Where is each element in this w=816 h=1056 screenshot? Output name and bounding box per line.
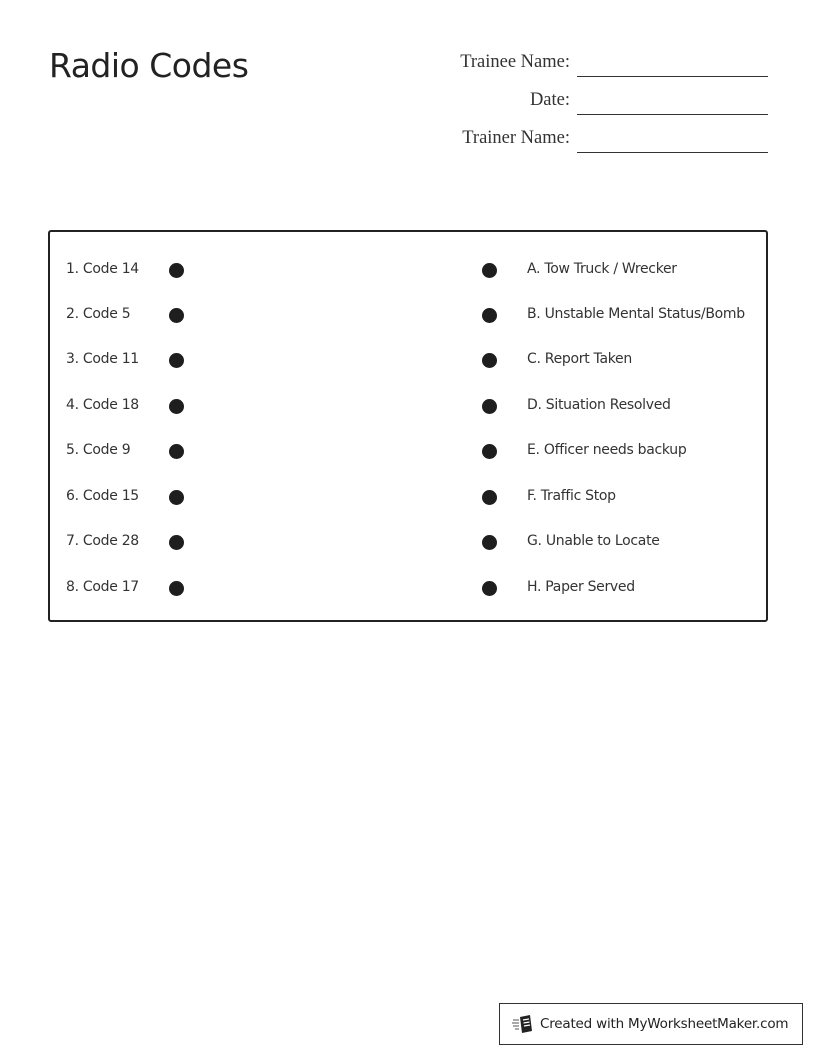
trainee-name-input-line[interactable] [577, 76, 768, 77]
right-connector-dot-icon[interactable] [482, 263, 497, 278]
match-row [50, 488, 766, 508]
match-row [50, 579, 766, 599]
meaning-item: H. Paper Served [527, 579, 635, 595]
footer-credit-text: Created with MyWorksheetMaker.com [540, 1016, 789, 1032]
match-row [50, 261, 766, 281]
trainer-name-field [440, 126, 770, 164]
match-row [50, 442, 766, 462]
meaning-item: G. Unable to Locate [527, 533, 660, 549]
right-connector-dot-icon[interactable] [482, 444, 497, 459]
left-connector-dot-icon[interactable] [169, 399, 184, 414]
trainee-info-fields [440, 50, 770, 164]
footer-credit[interactable] [499, 1003, 803, 1045]
meaning-item: B. Unstable Mental Status/Bomb [527, 306, 745, 322]
meaning-item: A. Tow Truck / Wrecker [527, 261, 677, 277]
code-item: 2. Code 5 [66, 306, 131, 322]
match-row [50, 397, 766, 417]
left-connector-dot-icon[interactable] [169, 263, 184, 278]
left-connector-dot-icon[interactable] [169, 444, 184, 459]
left-connector-dot-icon[interactable] [169, 581, 184, 596]
meaning-item: F. Traffic Stop [527, 488, 616, 504]
date-field [440, 88, 770, 126]
trainer-name-label: Trainer Name: [462, 128, 570, 148]
date-input-line[interactable] [577, 114, 768, 115]
left-connector-dot-icon[interactable] [169, 490, 184, 505]
code-item: 4. Code 18 [66, 397, 139, 413]
page-title: Radio Codes [49, 46, 249, 85]
matching-exercise-box [48, 230, 768, 622]
right-connector-dot-icon[interactable] [482, 399, 497, 414]
trainee-name-field [440, 50, 770, 88]
meaning-item: C. Report Taken [527, 351, 632, 367]
code-item: 6. Code 15 [66, 488, 139, 504]
trainer-name-input-line[interactable] [577, 152, 768, 153]
right-connector-dot-icon[interactable] [482, 490, 497, 505]
code-item: 1. Code 14 [66, 261, 139, 277]
left-connector-dot-icon[interactable] [169, 308, 184, 323]
code-item: 8. Code 17 [66, 579, 139, 595]
date-label: Date: [529, 90, 570, 110]
left-connector-dot-icon[interactable] [169, 535, 184, 550]
match-row [50, 533, 766, 553]
right-connector-dot-icon[interactable] [482, 353, 497, 368]
code-item: 7. Code 28 [66, 533, 139, 549]
code-item: 3. Code 11 [66, 351, 139, 367]
right-connector-dot-icon[interactable] [482, 581, 497, 596]
right-connector-dot-icon[interactable] [482, 535, 497, 550]
match-row [50, 351, 766, 371]
meaning-item: E. Officer needs backup [527, 442, 687, 458]
match-row [50, 306, 766, 326]
meaning-item: D. Situation Resolved [527, 397, 671, 413]
worksheet-maker-logo-icon [512, 1013, 534, 1035]
right-connector-dot-icon[interactable] [482, 308, 497, 323]
code-item: 5. Code 9 [66, 442, 131, 458]
trainee-name-label: Trainee Name: [460, 52, 570, 72]
left-connector-dot-icon[interactable] [169, 353, 184, 368]
